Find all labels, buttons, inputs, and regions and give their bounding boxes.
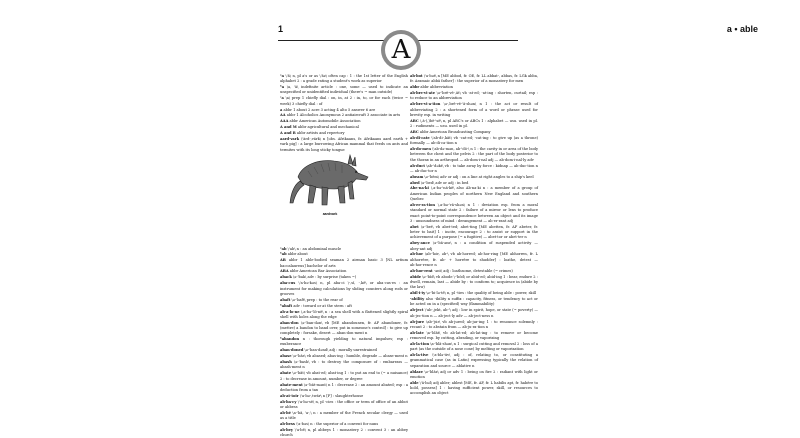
entry-definition: \'ab-də-mən, ab-'dō-\ n 1 : the cavity in or area of the body between the chest and the pelvis 2 : the part of the body posterior to the thorax in an arthropod — ab·dom·i·nal adj — ab·dom·i·nal·ly adv [410, 147, 538, 162]
entry-definition: \ə-,brē-vē-'ā-shən\ n 1 : the act or result of abbreviating 2 : a shortened form of a word or phrase used for brevity esp. in writing [410, 102, 538, 117]
entry-headword: aban·doned [280, 348, 303, 352]
entry-headword: ᵇab [280, 252, 287, 256]
section-letter-badge [381, 30, 421, 70]
dictionary-entry [410, 241, 538, 252]
dictionary-entry [410, 91, 538, 102]
entry-headword: ᵇa [280, 85, 284, 89]
entry-headword: ab·jure [410, 320, 424, 324]
guide-words: a • able [727, 24, 758, 34]
entry-definition: \a-'bā, 'a-,\ n : a member of the French secular clergy — used as a title [280, 411, 408, 420]
dictionary-entry [280, 108, 408, 113]
entry-definition: abbr 1 able-bodied seaman 2 airman basic 3 [NL artium baccalaureus] bachelor of arts [280, 258, 408, 267]
dictionary-entry [410, 308, 538, 319]
dictionary-entry [410, 353, 538, 369]
entry-definition: -ənt\ adj : loathsome, detestable (~ crimes) [434, 269, 513, 273]
entry-headword: AB [280, 258, 286, 262]
entry-definition: \'a-blə-tiv\ adj : of, relating to, or constituting a grammatical case (as in Latin) expressing typically the relation of separation and source — ablative n [410, 353, 538, 368]
entry-headword: ab·bey [280, 428, 293, 432]
dictionary-entry [280, 310, 408, 321]
entry-headword: aba·cus [280, 281, 295, 285]
dictionary-entry [280, 269, 408, 274]
entry-headword: abate·ment [280, 383, 303, 387]
entry-definition: \ə-'bet\ vb abet·ted; abet·ting [ME abetten, fr. AF abeter, fr. beter to bait] 1 : incite, encourage 2 : to assist or support in the achievement of a purpose (~ a fugitive) — abet·tor or abet·ter n [410, 225, 538, 240]
entry-definition: \ə-'bās\ vb abased; abas·ing : humble, degrade — abase·ment n [293, 354, 408, 358]
dictionary-entry [410, 102, 538, 118]
entry-definition: \'ā\ n, pl a's or as \'āz\ often cap : 1 : the 1st letter of the English alphabet 2 : a grade rating a student's work as superior [280, 74, 408, 83]
dictionary-entry [410, 85, 538, 90]
entry-definition: \ab-'hȯr, əb-\ vb ab·horred; ab·hor·ring [ME abhorren, fr. L abhorrēre, fr. ab- + horrēre to shudder] : loathe, detest — ab·hor·rence n [410, 252, 538, 267]
entry-headword: ab·la·tive [410, 353, 428, 357]
right-column [410, 74, 538, 414]
entry-definition: \ab-'ju̇r\ vb ab·jured; ab·jur·ing 1 : to renounce solemnly : recant 2 : to abstain from — ab·ju·ra·tion n [410, 320, 538, 329]
entry-definition: \'a-bəs\ n : the superior of a convent for nuns [296, 422, 378, 426]
entry-headword: ab·bre·vi·ate [410, 91, 435, 95]
dictionary-entry [280, 371, 408, 382]
entry-headword: abed [410, 181, 420, 185]
entry-definition: \ə-'bā-əns\ n : a condition of suspended activity — abey·ant adj [410, 241, 538, 250]
entry-headword: aard·vark [280, 137, 299, 141]
dictionary-entry [410, 225, 538, 241]
dictionary-entry [410, 342, 538, 353]
dictionary-entry [280, 275, 408, 280]
entry-definition: \'a-bət\ n [ME abbod, fr. OE, fr. LL abbat-, abbas, fr. LGk abba, fr. Aramaic abbā father] : the superior of a monastery for men [410, 74, 538, 83]
entry-headword: ab·at·toir [280, 394, 299, 398]
entry-headword: ab·bre·vi·a·tion [410, 102, 440, 106]
entry-headword: ABC [410, 130, 419, 134]
entry-definition: \,a-bə-'rā-shən\ n 1 : deviation esp. from a moral standard or normal state 2 : failure of a mirror or lens to produce exact point-to-point correspondence between an object and its image 3 : unsoundness of mind : derangement — ab·er·rant adj [410, 203, 538, 223]
entry-definition: \ab-'dəkt\ vb : to take away by force : kidnap — ab·duc·tion n — ab·duc·tor n [410, 164, 538, 173]
dictionary-entry [410, 331, 538, 342]
entry-definition: adv : toward or at the stern : aft [293, 304, 352, 308]
dictionary-entry [410, 370, 538, 381]
entry-headword: Abe·na·ki [410, 186, 429, 190]
entry-headword: ab·er·ra·tion [410, 203, 435, 207]
entry-definition: abbr 1 about 2 acre 3 acting 4 alto 5 answer 6 are [284, 108, 376, 112]
entry-definition: abbr American Bar Association [290, 269, 347, 273]
entry-definition: \ə-'blāz\ adj or adv 1 : being on fire 2 : radiant with light or emotion [410, 370, 538, 379]
dictionary-entry [280, 394, 408, 399]
dictionary-entry [280, 258, 408, 269]
page-header [278, 24, 786, 38]
entry-headword: A and M [280, 125, 297, 129]
left-top-entries [280, 74, 408, 153]
dictionary-entry [280, 337, 408, 348]
entry-definition: \'ā-bəl\ adj abler; ablest [ME, fr. AF, fr. L habilis apt, fr. habēre to hold, possess] 1 : having sufficient power, skill, or resources to accomplish an object [410, 381, 538, 396]
entry-definition: \,ā-(,)bē-'sē\ n, pl ABC's or ABCs 1 : alphabet — usu. used in pl. 2 : rudiments — usu. used in pl. [410, 119, 538, 128]
entry-headword: -ability [410, 297, 424, 301]
entry-headword: abide [410, 275, 421, 279]
dictionary-entry [280, 383, 408, 394]
entry-definition: \ə-'bāt-mənt\ n 1 : decrease 2 : an amount abated; esp : a deduction from a tax [280, 383, 408, 392]
entry-headword: ab·bé [280, 411, 291, 415]
entry-definition: \ə-'bāt\ vb abat·ed; abat·ing 1 : to put an end to (~ a nuisance) 2 : to decrease in amount, number, or degree [280, 371, 408, 380]
dictionary-entry [410, 164, 538, 175]
entry-definition: \ə-'bash\ vb : to destroy the composure of : embarrass — abash·ment n [280, 360, 408, 369]
entry-headword: ab·late [410, 331, 424, 335]
entry-headword: ab·bess [280, 422, 295, 426]
entry-headword: ABA [280, 269, 289, 273]
entry-definition: also -ibility n suffix : capacity, fitness, or tendency to act or be acted on in a (specified) way (flammability) [410, 297, 538, 306]
dictionary-entry [280, 131, 408, 136]
dictionary-entry [280, 74, 408, 85]
entry-headword: abash [280, 360, 292, 364]
dictionary-entry [280, 247, 408, 252]
dictionary-entry [280, 354, 408, 359]
dictionary-entry [410, 186, 538, 202]
dictionary-entry [280, 428, 408, 438]
dictionary-entry [280, 252, 408, 257]
entry-definition: \ə-'baft\ prep : to the rear of [292, 298, 343, 302]
entry-headword: ab·do·men [410, 147, 431, 151]
entry-definition: \ə-'ban-dənd\ adj : morally unrestrained [305, 348, 377, 352]
entry-definition: abbr artists and repertory [297, 131, 345, 135]
entry-definition: \'ab-,jekt, ab-'\ adj : low in spirit, hope, or state (~ poverty) — ab·jec·tion n — ab·ject·ly adv — ab·ject·ness n [410, 308, 538, 317]
dictionary-entry [410, 320, 538, 331]
entry-headword: ab·bot [410, 74, 423, 78]
entry-definition: \ə-'bīd\ vb abode \-'bōd\ or abid·ed; abid·ing 1 : bear, endure 2 : dwell, remain, last — abide by : to conform to; acquiesce in (abide by the law) [410, 275, 538, 290]
dictionary-entry [410, 381, 538, 397]
dictionary-entry [410, 74, 538, 85]
dictionary-entry [410, 275, 538, 291]
entry-headword: ab·la·tion [410, 342, 429, 346]
dictionary-entry [280, 422, 408, 427]
entry-definition: \,a-bə-'lō-nē\ n : a sea shell with a flattened slightly spiral shell with holes along the edge [280, 310, 408, 319]
entry-definition: \ə-'ban-dən\ vb [ME abandounen, fr. AF abandoner, fr. (mettre) a bandon to band over, put in someone's control] : to give up completely : forsake, desert — aban·don·ment n [280, 321, 408, 336]
entry-headword: ab·hor·rent [410, 269, 433, 273]
entry-definition: \'a-bə-kəs\ n, pl aba·ci \-,sī, -,kē\ or aba·cus·es : an instrument for making calculations by sliding counters along rods or grooves [280, 281, 408, 296]
entry-headword: a [280, 108, 282, 112]
dictionary-entry [280, 119, 408, 124]
dictionary-entry [410, 175, 538, 180]
dictionary-entry [280, 298, 408, 303]
entry-headword: abbr [410, 85, 419, 89]
aardvark-illustration [288, 147, 370, 209]
entry-headword: abaft [280, 298, 290, 302]
dictionary-entry [410, 136, 538, 147]
dictionary-entry [410, 119, 538, 130]
left-column [280, 74, 408, 414]
entry-headword: ablaze [410, 370, 423, 374]
entry-definition: \'ab\ n : an abdominal muscle [288, 247, 341, 251]
right-entries [410, 74, 538, 397]
entry-headword: ᵃa [280, 74, 284, 78]
entry-headword: abase [280, 354, 291, 358]
entry-definition: \'a-bə-,twär\ n [F] : slaughterhouse [300, 394, 363, 398]
left-bottom-entries [280, 247, 408, 438]
dictionary-entry [280, 304, 408, 309]
entry-headword: AA [280, 113, 286, 117]
entry-definition: \'ab-di-,kāt\ vb -cat·ed; -cat·ing : to give up (as a throne) formally — ab·di·ca·tion n [410, 136, 538, 145]
page-number: 1 [278, 24, 283, 34]
entry-headword: ABC [410, 119, 419, 123]
entry-definition: \a, 'ā\ indefinite article : one, some — used to indicate an unspecified or unidentified individual (there's ~ man outside) [280, 85, 408, 94]
dictionary-entry [410, 252, 538, 268]
entry-headword: abeam [410, 175, 423, 179]
dictionary-entry [280, 321, 408, 337]
entry-definition: n : thorough yielding to natural impulses; esp : exuberance [280, 337, 408, 346]
entry-headword: ab·hor [410, 252, 423, 256]
entry-headword: ab·di·cate [410, 136, 430, 140]
entry-headword: ab·ject [410, 308, 424, 312]
dictionary-entry [410, 130, 538, 135]
entry-headword: aback [280, 275, 292, 279]
entry-definition: \'a-bē\ n, pl abbeys 1 : monastery 2 : convent 3 : an abbey church [280, 428, 408, 437]
section-letter: A [385, 34, 417, 66]
entry-headword: A and R [280, 131, 296, 135]
dictionary-entry [280, 96, 408, 107]
entry-definition: \ə-'bak\ adv : by surprise (taken ~) [293, 275, 356, 279]
dictionary-entry [410, 181, 538, 186]
entry-definition: \ə-'bi-lə-tē\ n, pl -ties : the quality of being able : power, skill [426, 291, 536, 295]
dictionary-entry [410, 297, 538, 308]
entry-headword: ᵇabandon [280, 337, 299, 341]
entry-headword: abate [280, 371, 291, 375]
entry-headword: able [410, 381, 419, 385]
dictionary-entry [410, 291, 538, 296]
entry-headword: ᶜa [280, 96, 284, 100]
entry-definition: \'a-bə-sē\ n, pl -cies : the office or term of office of an abbot or abbess [280, 400, 408, 409]
entry-headword: ab·a·lo·ne [280, 310, 300, 314]
entry-definition: abbr 1 Alcoholics Anonymous 2 antiaircraft 3 associate in arts [287, 113, 401, 117]
entry-definition: \'ärd-,värk\ n [obs. Afrikaans, fr. Afrikaans aard earth + vark pig] : a large burrowing African mammal that feeds on ants and termites with its long sticky tongue [280, 137, 408, 152]
dictionary-entry [280, 400, 408, 411]
entry-headword: AAA [280, 119, 288, 123]
entry-definition: \ə-'bēm\ adv or adj : on a line at right angles to a ship's keel [424, 175, 533, 179]
entry-headword: abil·i·ty [410, 291, 425, 295]
illustration-caption: aardvark [300, 212, 360, 216]
dictionary-entry [280, 281, 408, 297]
dictionary-entry [280, 360, 408, 371]
entry-definition: abbr agricultural and mechanical [298, 125, 359, 129]
entry-headword: ab·duct [410, 164, 425, 168]
entry-headword: abey·ance [410, 241, 430, 245]
entry-headword: ᵇabaft [280, 304, 292, 308]
entry-definition: abbr American Broadcasting Company [420, 130, 491, 134]
entry-definition: abbr American Automobile Association [290, 119, 361, 123]
entry-definition: \ə-'brē-vē-,āt\ vb -at·ed; -at·ing : shorten, curtail; esp : to reduce to an abbreviation [410, 91, 538, 100]
entry-definition: \a-'blā-shən\ n 1 : surgical cutting and removal 2 : loss of a part (as the outside of a nose cone) by melting or vaporization [410, 342, 538, 351]
dictionary-entry [280, 411, 408, 422]
dictionary-entry [410, 269, 538, 274]
dictionary-entry [280, 348, 408, 353]
dictionary-entry [280, 125, 408, 130]
entry-definition: abbr about [288, 252, 308, 256]
entry-headword: aban·don [280, 321, 299, 325]
dictionary-entry [410, 147, 538, 163]
dictionary-entry [280, 113, 408, 118]
entry-definition: \a-'blāt\ vb ab·lat·ed; ab·lat·ing : to remove or become removed esp. by cutting, abrading, or vaporizing [410, 331, 538, 340]
dictionary-entry [410, 203, 538, 224]
dictionary-entry [280, 85, 408, 96]
entry-definition: abbr abbreviation [420, 85, 453, 89]
entry-definition: \ə-'bed\ adv or adj : in bed [421, 181, 469, 185]
entry-definition: \,a-bə-'nä-kē\ also Ab·na·ki n : a member of a group of American Indian peoples of northern New England and southern Quebec [410, 186, 538, 201]
entry-headword: ab·ba·cy [280, 400, 296, 404]
entry-headword: ᵃab [280, 247, 287, 251]
entry-definition: \a\ prep 1 chiefly dial : on, in, at 2 : in, to, or for each (twice ~ week) 3 chiefly dial : of [280, 96, 408, 105]
entry-headword: abet [410, 225, 419, 229]
